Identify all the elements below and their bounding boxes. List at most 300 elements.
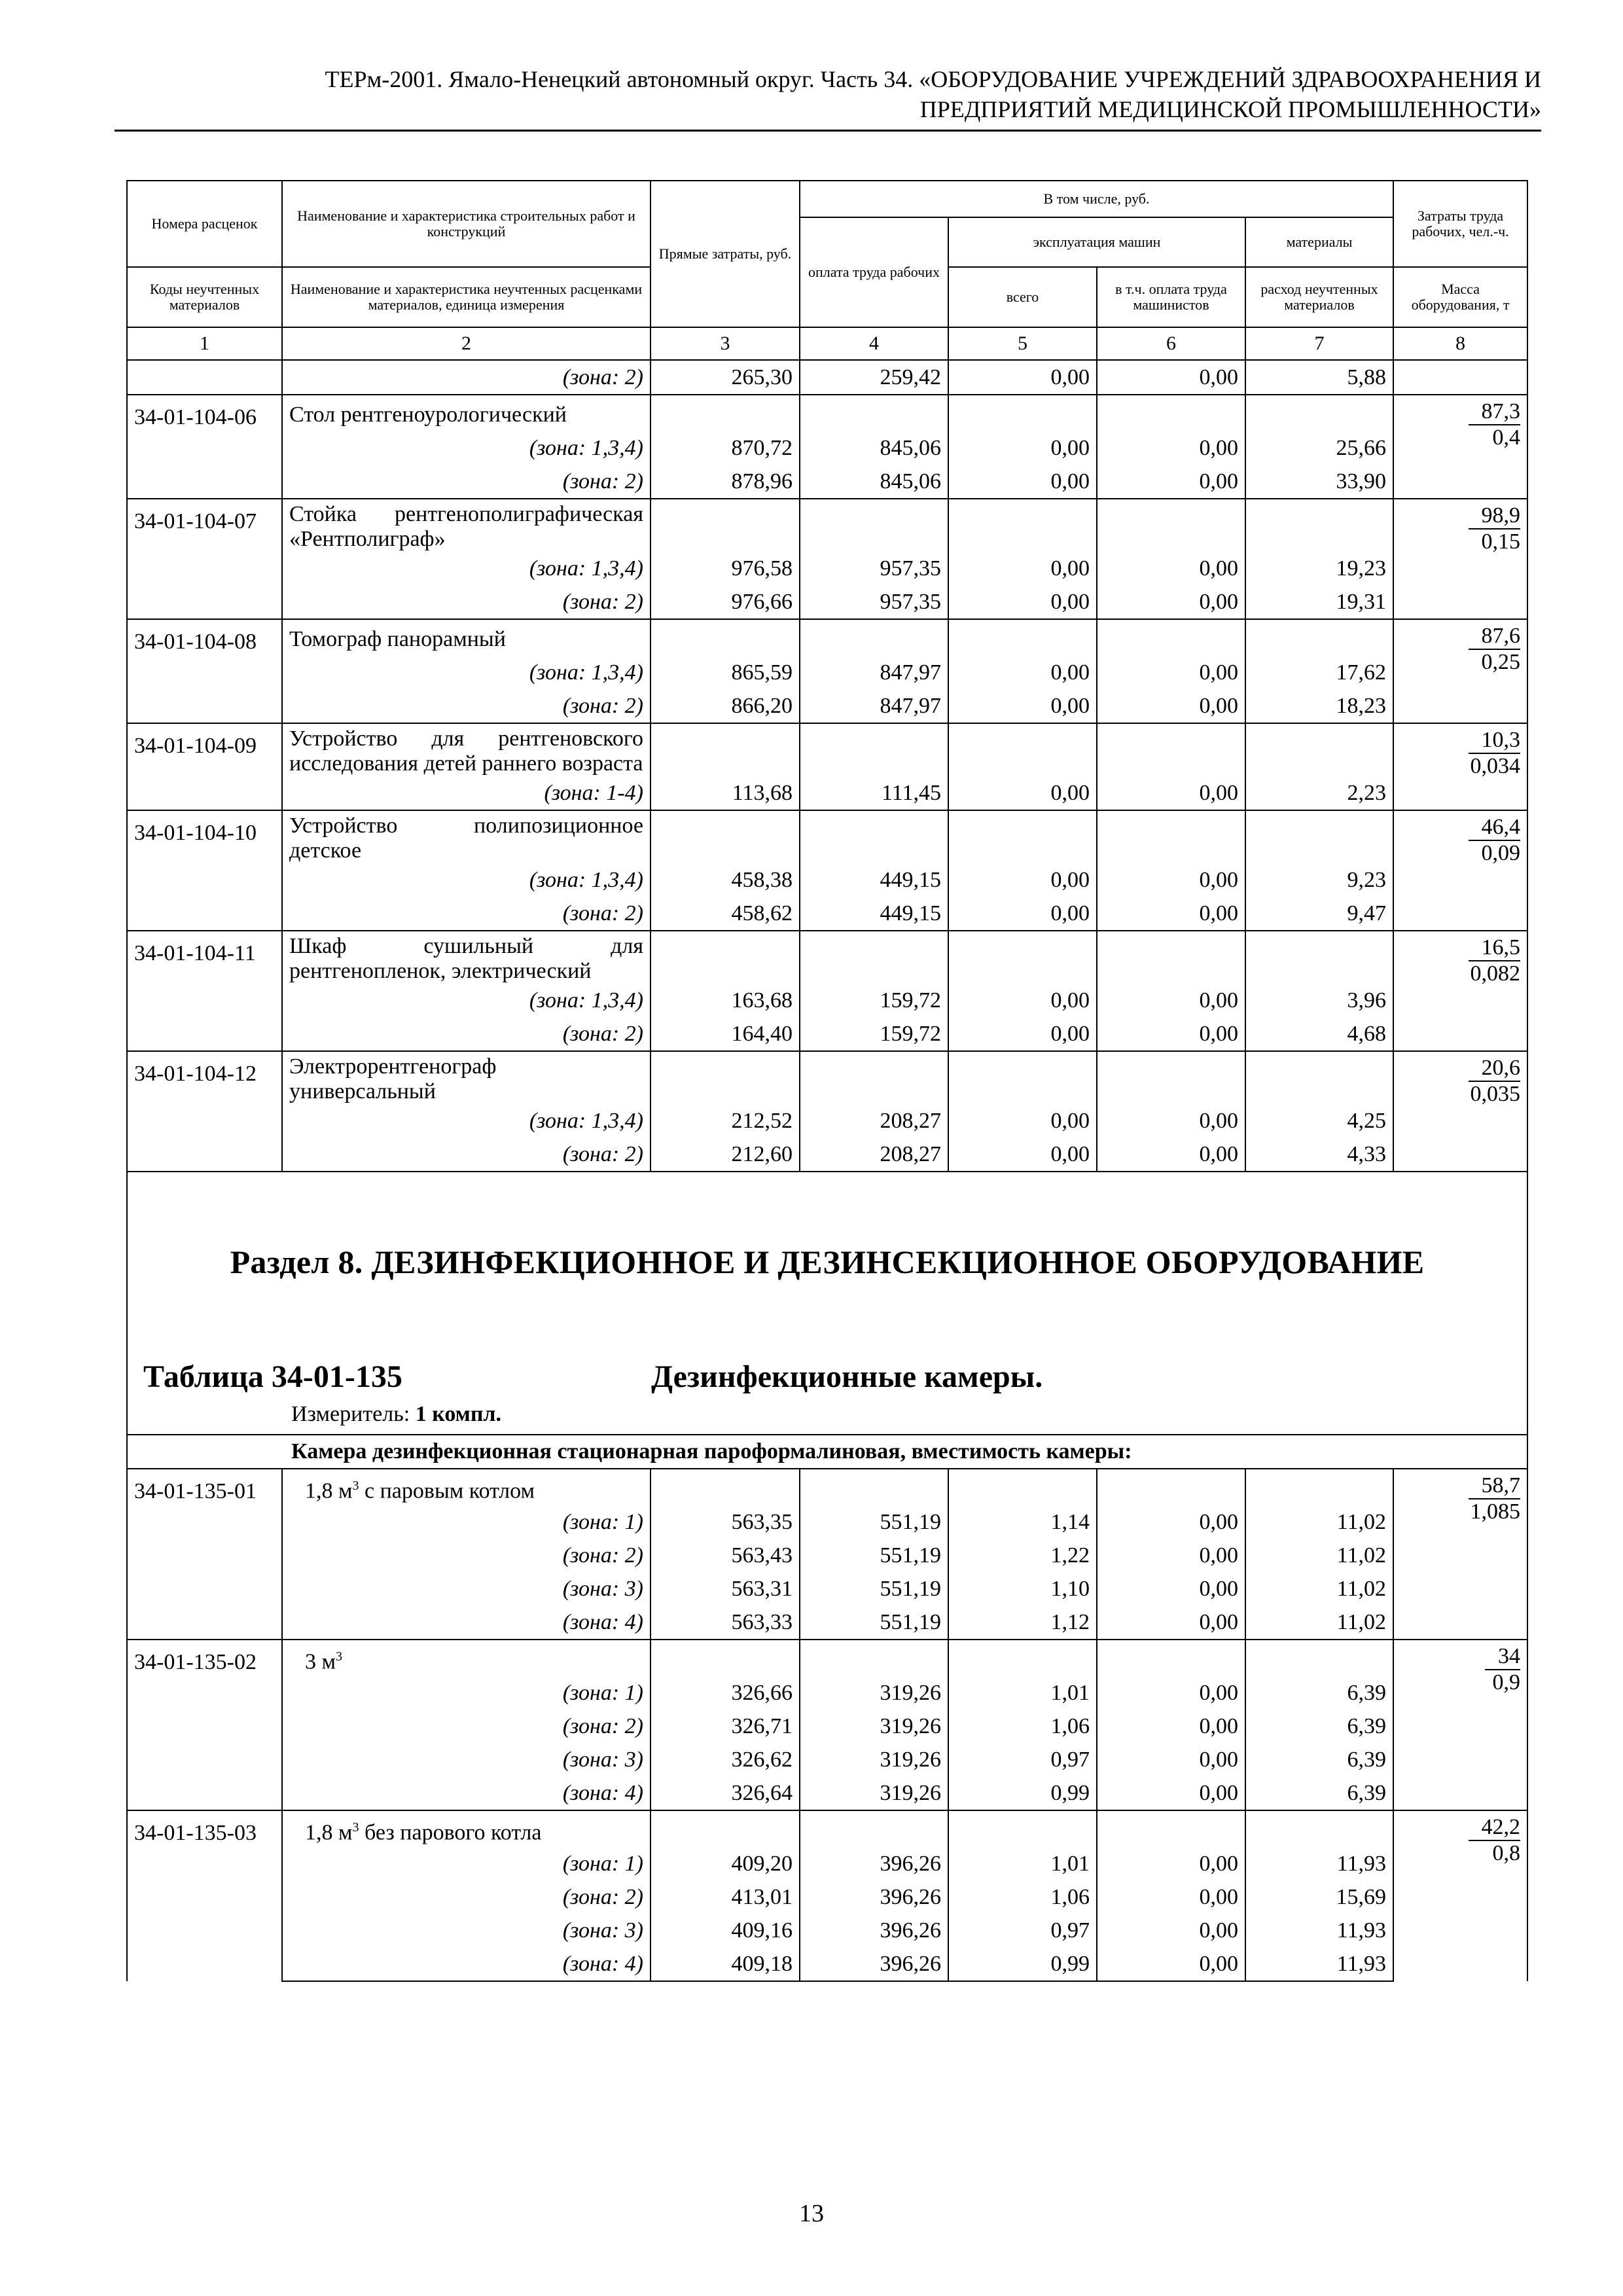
value-cell: 0,00 <box>948 585 1097 619</box>
empty-cell <box>651 395 800 431</box>
value-cell: 870,72 <box>651 431 800 465</box>
subheading-row <box>127 1435 1527 1469</box>
section-title: Раздел 8. ДЕЗИНФЕКЦИОННОЕ И ДЕЗИНСЕКЦИОННОЕ ОБОРУДОВАНИЕ <box>230 1244 1425 1280</box>
empty-cell <box>1245 931 1393 984</box>
labor-value: 87,3 <box>1469 399 1521 425</box>
value-cell: 1,01 <box>948 1676 1097 1710</box>
empty-cell <box>948 723 1097 776</box>
labor-mass-fraction <box>1469 1815 1521 1866</box>
value-cell: 11,93 <box>1245 1947 1393 1981</box>
rate-name: 1,8 м <box>305 1479 353 1503</box>
header-machines: эксплуатация машин <box>948 217 1245 267</box>
empty-cell <box>1097 723 1245 776</box>
header-labor-costs: Затраты труда рабочих, чел.-ч. <box>1393 181 1527 267</box>
zone-row <box>127 1676 1527 1710</box>
value-cell: 159,72 <box>800 1017 948 1051</box>
value-cell: 319,26 <box>800 1776 948 1810</box>
value-cell: 409,18 <box>651 1947 800 1981</box>
zone-label: (зона: 2) <box>282 1017 651 1051</box>
zone-label: (зона: 2) <box>282 360 651 395</box>
superscript: 3 <box>336 1649 343 1664</box>
rate-name <box>282 1640 651 1676</box>
empty-cell <box>800 619 948 656</box>
zone-row <box>127 585 1527 619</box>
value-cell: 0,00 <box>948 863 1097 897</box>
value-cell: 563,31 <box>651 1572 800 1605</box>
header-including: В том числе, руб. <box>800 181 1393 217</box>
empty-cell <box>948 1640 1097 1676</box>
section-cell <box>127 1172 1527 1435</box>
value-cell: 845,06 <box>800 465 948 499</box>
value-cell: 0,00 <box>948 360 1097 395</box>
value-cell: 17,62 <box>1245 656 1393 689</box>
empty-cell <box>1245 723 1393 776</box>
value-cell: 0,00 <box>948 465 1097 499</box>
value-cell: 0,00 <box>1097 656 1245 689</box>
zone-label: (зона: 3) <box>282 1914 651 1947</box>
value-cell: 409,16 <box>651 1914 800 1947</box>
rate-code: 34-01-104-08 <box>127 619 282 723</box>
value-cell: 11,93 <box>1245 1914 1393 1947</box>
empty-cell <box>948 810 1097 863</box>
value-cell: 409,20 <box>651 1847 800 1880</box>
empty-cell <box>1245 1810 1393 1847</box>
value-cell: 0,00 <box>1097 1880 1245 1914</box>
zone-row <box>127 1880 1527 1914</box>
value-cell: 0,99 <box>948 1776 1097 1810</box>
zone-row <box>127 776 1527 810</box>
value-cell: 0,00 <box>1097 360 1245 395</box>
value-cell: 551,19 <box>800 1505 948 1539</box>
rate-name: Шкаф сушильный для рентгенопленок, электрический <box>282 931 651 984</box>
zone-row <box>127 465 1527 499</box>
zone-row <box>127 1776 1527 1810</box>
value-cell: 319,26 <box>800 1676 948 1710</box>
zone-row <box>127 1572 1527 1605</box>
empty-cell <box>800 1469 948 1505</box>
mass-value: 0,035 <box>1470 1082 1521 1106</box>
page-number: 13 <box>799 2200 824 2227</box>
value-cell: 0,00 <box>1097 465 1245 499</box>
rate-name: Стойка рентгенополиграфическая «Рентполиграф» <box>282 499 651 552</box>
value-cell: 19,31 <box>1245 585 1393 619</box>
zone-row <box>127 1017 1527 1051</box>
value-cell: 6,39 <box>1245 1776 1393 1810</box>
value-cell: 0,00 <box>948 689 1097 723</box>
value-cell: 326,71 <box>651 1710 800 1743</box>
value-cell: 396,26 <box>800 1914 948 1947</box>
empty-cell <box>651 1469 800 1505</box>
value-cell: 0,00 <box>1097 1847 1245 1880</box>
section-block <box>128 1172 1527 1434</box>
rate-code: 34-01-104-06 <box>127 395 282 499</box>
labor-value: 10,3 <box>1469 728 1521 754</box>
rate-name: 3 м <box>305 1649 336 1674</box>
empty-cell <box>1393 360 1527 395</box>
value-cell: 413,01 <box>651 1880 800 1914</box>
value-cell: 11,93 <box>1245 1847 1393 1880</box>
labor-mass-fraction <box>1469 503 1521 554</box>
value-cell: 6,39 <box>1245 1676 1393 1710</box>
zone-row <box>127 1743 1527 1776</box>
empty-cell <box>800 931 948 984</box>
header-rule <box>115 130 1541 132</box>
value-cell: 0,97 <box>948 1914 1097 1947</box>
empty-cell <box>800 395 948 431</box>
column-number-cell: 1 <box>127 327 282 360</box>
value-cell: 0,00 <box>948 897 1097 931</box>
section-row <box>127 1172 1527 1435</box>
column-number-cell: 3 <box>651 327 800 360</box>
value-cell: 163,68 <box>651 984 800 1017</box>
rate-name: Устройство полипозиционное детское <box>282 810 651 863</box>
zone-label: (зона: 2) <box>282 689 651 723</box>
rate-name-suffix: с паровым котлом <box>359 1479 535 1503</box>
empty-cell <box>1245 1051 1393 1104</box>
empty-cell <box>1097 1051 1245 1104</box>
header-work-name: Наименование и характеристика строительных работ и конструкций <box>282 181 651 267</box>
value-cell: 0,00 <box>948 776 1097 810</box>
rate-code: 34-01-135-03 <box>127 1810 282 1981</box>
value-cell: 0,00 <box>1097 1947 1245 1981</box>
header-machinist-pay: в т.ч. оплата труда машинистов <box>1097 267 1245 327</box>
mass-value: 1,085 <box>1470 1499 1521 1524</box>
value-cell: 0,00 <box>1097 1605 1245 1640</box>
column-number-cell: 8 <box>1393 327 1527 360</box>
value-cell: 1,12 <box>948 1605 1097 1640</box>
value-cell: 563,35 <box>651 1505 800 1539</box>
value-cell: 0,00 <box>1097 897 1245 931</box>
header-materials: материалы <box>1245 217 1393 267</box>
zone-label: (зона: 1,3,4) <box>282 863 651 897</box>
value-cell: 0,00 <box>1097 1776 1245 1810</box>
rate-item-row <box>127 810 1527 863</box>
rate-name: Электрорентгенограф универсальный <box>282 1051 651 1104</box>
labor-value: 42,2 <box>1469 1815 1521 1841</box>
value-cell: 3,96 <box>1245 984 1393 1017</box>
value-cell: 1,22 <box>948 1539 1097 1572</box>
labor-value: 98,9 <box>1469 503 1521 529</box>
mass-value: 0,034 <box>1470 754 1521 778</box>
value-cell: 1,14 <box>948 1505 1097 1539</box>
value-cell: 319,26 <box>800 1743 948 1776</box>
carry-over-row <box>127 360 1527 395</box>
labor-mass-cell <box>1393 931 1527 1051</box>
empty-cell <box>1245 1640 1393 1676</box>
value-cell: 0,00 <box>1097 1539 1245 1572</box>
empty-cell <box>800 499 948 552</box>
empty-cell <box>1097 619 1245 656</box>
header-material-names: Наименование и характеристика неучтенных расценками материалов, единица измерения <box>282 267 651 327</box>
empty-cell <box>1097 1640 1245 1676</box>
empty-cell <box>1245 395 1393 431</box>
labor-mass-cell <box>1393 1051 1527 1172</box>
value-cell: 212,52 <box>651 1104 800 1138</box>
value-cell: 113,68 <box>651 776 800 810</box>
subheading: Камера дезинфекционная стационарная пароформалиновая, вместимость камеры: <box>127 1435 1527 1469</box>
labor-value: 34 <box>1485 1644 1520 1670</box>
rate-code: 34-01-104-12 <box>127 1051 282 1172</box>
rate-item-row <box>127 723 1527 776</box>
value-cell: 0,00 <box>1097 1104 1245 1138</box>
empty-cell <box>1097 931 1245 984</box>
empty-cell <box>651 810 800 863</box>
labor-mass-fraction <box>1469 728 1521 779</box>
value-cell: 0,00 <box>1097 776 1245 810</box>
zone-row <box>127 1947 1527 1981</box>
empty-cell <box>800 1051 948 1104</box>
value-cell: 866,20 <box>651 689 800 723</box>
empty-cell <box>1097 395 1245 431</box>
mass-value: 0,082 <box>1470 961 1521 986</box>
empty-cell <box>948 931 1097 984</box>
empty-cell <box>800 810 948 863</box>
zone-row <box>127 1138 1527 1172</box>
rate-item-row <box>127 499 1527 552</box>
labor-value: 20,6 <box>1469 1056 1521 1082</box>
empty-cell <box>1245 499 1393 552</box>
mass-value: 0,9 <box>1492 1670 1521 1695</box>
value-cell: 0,00 <box>1097 1710 1245 1743</box>
empty-cell <box>651 723 800 776</box>
labor-mass-fraction <box>1469 1056 1521 1107</box>
header-material-codes: Коды неучтенных материалов <box>127 267 282 327</box>
zone-label: (зона: 1,3,4) <box>282 656 651 689</box>
value-cell: 551,19 <box>800 1539 948 1572</box>
value-cell: 551,19 <box>800 1572 948 1605</box>
value-cell: 4,25 <box>1245 1104 1393 1138</box>
value-cell: 957,35 <box>800 585 948 619</box>
labor-mass-cell <box>1393 723 1527 810</box>
empty-cell <box>948 1051 1097 1104</box>
empty-cell <box>651 1640 800 1676</box>
rate-code: 34-01-104-07 <box>127 499 282 619</box>
value-cell: 0,00 <box>1097 552 1245 585</box>
empty-cell <box>651 1051 800 1104</box>
empty-cell <box>948 619 1097 656</box>
empty-cell <box>1097 810 1245 863</box>
zone-label: (зона: 2) <box>282 465 651 499</box>
labor-mass-fraction <box>1469 1473 1521 1524</box>
rate-item-row <box>127 619 1527 656</box>
zone-row <box>127 689 1527 723</box>
value-cell: 0,97 <box>948 1743 1097 1776</box>
zone-row <box>127 863 1527 897</box>
labor-mass-fraction <box>1469 399 1521 450</box>
zone-row <box>127 1505 1527 1539</box>
empty-cell <box>651 499 800 552</box>
zone-row <box>127 1539 1527 1572</box>
labor-mass-fraction <box>1469 935 1521 986</box>
value-cell: 0,00 <box>1097 585 1245 619</box>
running-header-line-1: ТЕРм-2001. Ямало-Ненецкий автономный округ. Часть 34. «ОБОРУДОВАНИЕ УЧРЕЖДЕНИЙ ЗДРАВООХРАНЕНИЯ И <box>325 66 1541 92</box>
zone-row <box>127 552 1527 585</box>
value-cell: 6,39 <box>1245 1743 1393 1776</box>
value-cell: 0,00 <box>1097 1914 1245 1947</box>
table-number: Таблица 34-01-135 <box>143 1359 402 1394</box>
mass-value: 0,15 <box>1481 529 1521 554</box>
empty-cell <box>800 1640 948 1676</box>
value-cell: 1,06 <box>948 1880 1097 1914</box>
rate-item-row <box>127 395 1527 431</box>
value-cell: 396,26 <box>800 1947 948 1981</box>
running-header <box>115 64 1541 124</box>
value-cell: 111,45 <box>800 776 948 810</box>
value-cell: 0,00 <box>948 1017 1097 1051</box>
value-cell: 551,19 <box>800 1605 948 1640</box>
value-cell: 458,62 <box>651 897 800 931</box>
superscript: 3 <box>352 1820 359 1835</box>
column-numbers-row <box>127 327 1527 360</box>
value-cell: 1,06 <box>948 1710 1097 1743</box>
value-cell: 0,00 <box>1097 1572 1245 1605</box>
value-cell: 0,00 <box>1097 1743 1245 1776</box>
value-cell: 208,27 <box>800 1138 948 1172</box>
value-cell: 0,99 <box>948 1947 1097 1981</box>
value-cell: 33,90 <box>1245 465 1393 499</box>
zone-label: (зона: 3) <box>282 1572 651 1605</box>
rate-name <box>282 1469 651 1505</box>
empty-cell <box>1097 499 1245 552</box>
value-cell: 164,40 <box>651 1017 800 1051</box>
zone-label: (зона: 2) <box>282 1539 651 1572</box>
empty-cell <box>948 499 1097 552</box>
zone-label: (зона: 1,3,4) <box>282 984 651 1017</box>
zone-label: (зона: 3) <box>282 1743 651 1776</box>
value-cell: 6,39 <box>1245 1710 1393 1743</box>
zone-label: (зона: 4) <box>282 1776 651 1810</box>
empty-cell <box>127 360 282 395</box>
labor-mass-cell <box>1393 499 1527 619</box>
zone-label: (зона: 1) <box>282 1505 651 1539</box>
zone-row <box>127 656 1527 689</box>
value-cell: 265,30 <box>651 360 800 395</box>
value-cell: 865,59 <box>651 656 800 689</box>
zone-label: (зона: 1,3,4) <box>282 552 651 585</box>
rate-name: Стол рентгеноурологический <box>282 395 651 431</box>
labor-value: 46,4 <box>1469 815 1521 841</box>
value-cell: 0,00 <box>948 984 1097 1017</box>
value-cell: 0,00 <box>1097 1017 1245 1051</box>
rate-name: Устройство для рентгеновского исследования детей раннего возраста <box>282 723 651 776</box>
empty-cell <box>948 395 1097 431</box>
value-cell: 396,26 <box>800 1847 948 1880</box>
column-number-cell: 5 <box>948 327 1097 360</box>
mass-value: 0,09 <box>1481 841 1521 865</box>
labor-mass-cell <box>1393 810 1527 931</box>
column-number-cell: 6 <box>1097 327 1245 360</box>
value-cell: 4,33 <box>1245 1138 1393 1172</box>
value-cell: 319,26 <box>800 1710 948 1743</box>
value-cell: 1,10 <box>948 1572 1097 1605</box>
header-material-consumption: расход неучтенных материалов <box>1245 267 1393 327</box>
value-cell: 11,02 <box>1245 1539 1393 1572</box>
table-header-row-1 <box>127 181 1527 217</box>
empty-cell <box>948 1810 1097 1847</box>
rate-code: 34-01-104-09 <box>127 723 282 810</box>
table-name: Дезинфекционные камеры. <box>651 1359 1043 1394</box>
zone-row <box>127 1104 1527 1138</box>
value-cell: 4,68 <box>1245 1017 1393 1051</box>
zone-label: (зона: 1,3,4) <box>282 431 651 465</box>
zone-label: (зона: 1-4) <box>282 776 651 810</box>
rate-name: Томограф панорамный <box>282 619 651 656</box>
rate-item-row <box>127 1051 1527 1104</box>
rate-code: 34-01-135-02 <box>127 1640 282 1810</box>
value-cell: 326,62 <box>651 1743 800 1776</box>
labor-mass-cell <box>1393 619 1527 723</box>
value-cell: 159,72 <box>800 984 948 1017</box>
zone-row <box>127 984 1527 1017</box>
empty-cell <box>651 1810 800 1847</box>
empty-cell <box>1245 619 1393 656</box>
value-cell: 449,15 <box>800 897 948 931</box>
zone-row <box>127 1847 1527 1880</box>
rate-code: 34-01-104-10 <box>127 810 282 931</box>
empty-cell <box>1097 1810 1245 1847</box>
rate-name: 1,8 м <box>305 1820 353 1845</box>
value-cell: 2,23 <box>1245 776 1393 810</box>
empty-cell <box>1245 1469 1393 1505</box>
value-cell: 396,26 <box>800 1880 948 1914</box>
zone-label: (зона: 2) <box>282 897 651 931</box>
empty-cell <box>651 619 800 656</box>
value-cell: 449,15 <box>800 863 948 897</box>
rate-code: 34-01-104-11 <box>127 931 282 1051</box>
rate-item-row <box>127 931 1527 984</box>
value-cell: 0,00 <box>948 656 1097 689</box>
value-cell: 0,00 <box>1097 1676 1245 1710</box>
value-cell: 0,00 <box>1097 984 1245 1017</box>
empty-cell <box>800 1810 948 1847</box>
measure-value: 1 компл. <box>415 1402 502 1426</box>
zone-label: (зона: 4) <box>282 1947 651 1981</box>
value-cell: 0,00 <box>948 1104 1097 1138</box>
zone-label: (зона: 2) <box>282 1138 651 1172</box>
value-cell: 563,43 <box>651 1539 800 1572</box>
column-number-cell: 2 <box>282 327 651 360</box>
value-cell: 11,02 <box>1245 1505 1393 1539</box>
measure-unit <box>291 1402 501 1427</box>
zone-row <box>127 1914 1527 1947</box>
rate-item-row <box>127 1640 1527 1676</box>
empty-cell <box>948 1469 1097 1505</box>
rate-name <box>282 1810 651 1847</box>
superscript: 3 <box>352 1479 359 1494</box>
value-cell: 976,58 <box>651 552 800 585</box>
zone-row <box>127 1605 1527 1640</box>
value-cell: 25,66 <box>1245 431 1393 465</box>
rate-item-row <box>127 1469 1527 1505</box>
value-cell: 19,23 <box>1245 552 1393 585</box>
zone-row <box>127 1710 1527 1743</box>
zone-label: (зона: 1) <box>282 1676 651 1710</box>
mass-value: 0,4 <box>1492 425 1521 450</box>
value-cell: 259,42 <box>800 360 948 395</box>
value-cell: 847,97 <box>800 689 948 723</box>
value-cell: 847,97 <box>800 656 948 689</box>
rate-name-suffix: без парового котла <box>359 1820 542 1845</box>
value-cell: 326,64 <box>651 1776 800 1810</box>
value-cell: 0,00 <box>1097 863 1245 897</box>
rate-code: 34-01-135-01 <box>127 1469 282 1640</box>
header-equipment-mass: Масса оборудования, т <box>1393 267 1527 327</box>
value-cell: 11,02 <box>1245 1572 1393 1605</box>
value-cell: 878,96 <box>651 465 800 499</box>
zone-label: (зона: 1,3,4) <box>282 1104 651 1138</box>
value-cell: 18,23 <box>1245 689 1393 723</box>
value-cell: 5,88 <box>1245 360 1393 395</box>
